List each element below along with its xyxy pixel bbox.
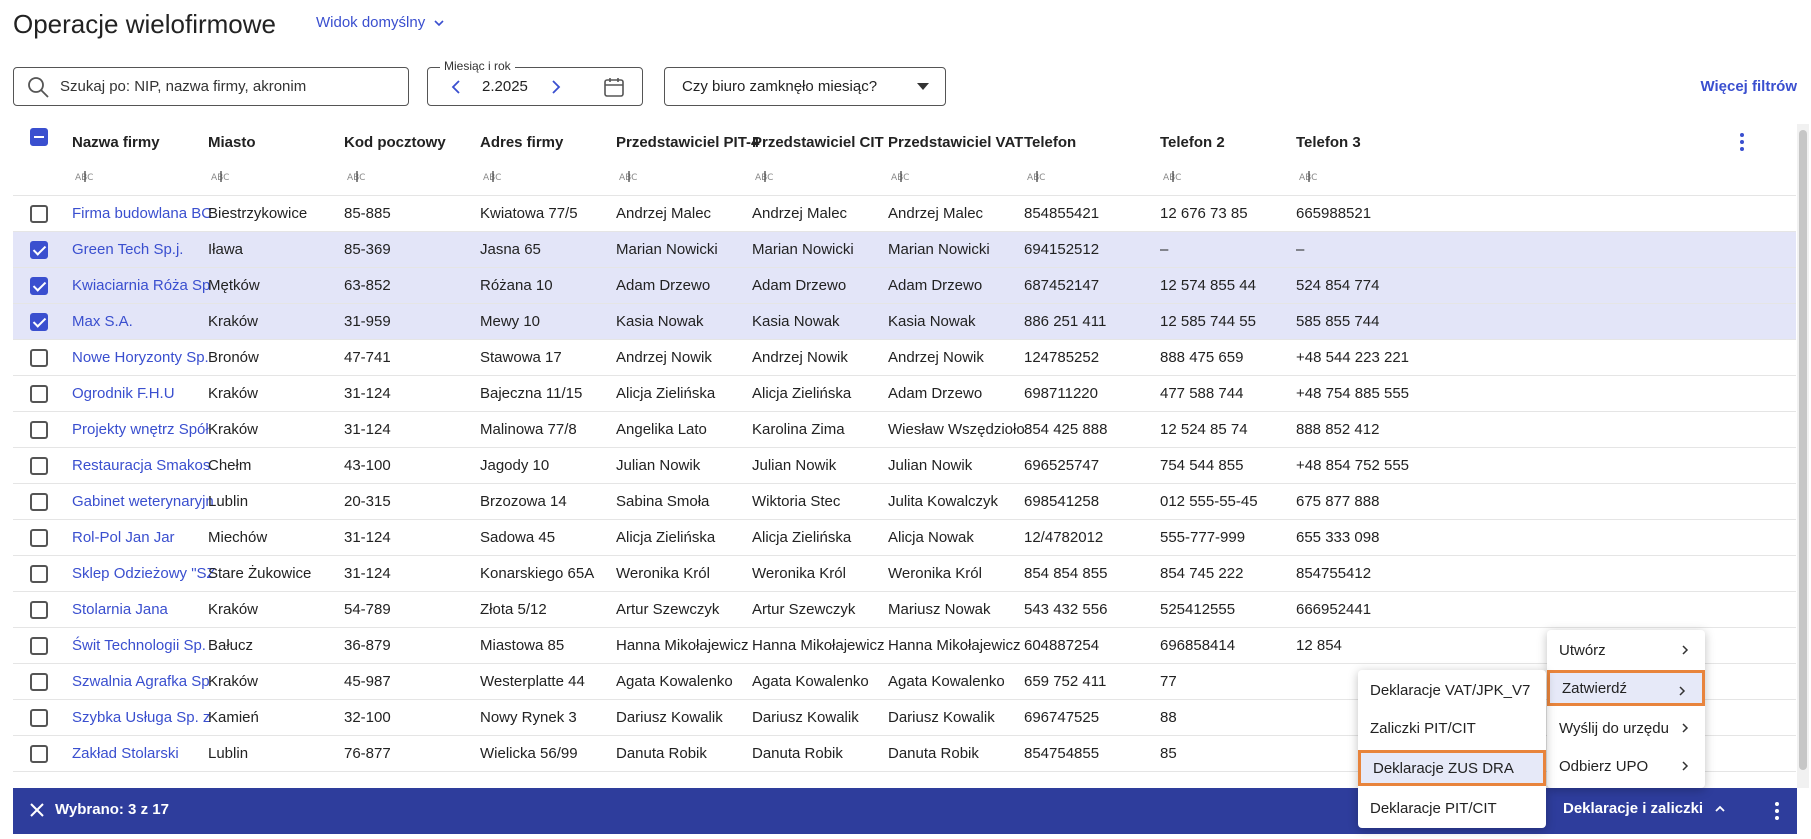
table-row[interactable]: [13, 340, 1796, 376]
table-cell: Lublin: [208, 493, 249, 510]
menu-item-label: Odbierz UPO: [1559, 757, 1649, 775]
table-cell: Weronika Król: [888, 565, 982, 582]
table-cell: 31-124: [344, 529, 391, 546]
column-header[interactable]: Przedstawiciel PIT-4: [616, 134, 760, 151]
table-cell: 12/4782012: [1024, 529, 1104, 546]
table-header: [13, 122, 1796, 196]
table-cell: Miastowa 85: [480, 637, 565, 654]
view-select[interactable]: [316, 14, 445, 31]
table-cell: 85-885: [344, 205, 391, 222]
table-cell: Brzozowa 14: [480, 493, 567, 510]
table-cell: 63-852: [344, 277, 391, 294]
table-cell: 124785252: [1024, 349, 1100, 366]
company-name-link[interactable]: Firma budowlana BC: [72, 205, 213, 222]
table-cell: –: [1160, 241, 1169, 258]
table-cell: Jasna 65: [480, 241, 541, 258]
table-cell: 12 574 855 44: [1160, 277, 1256, 294]
table-cell: Różana 10: [480, 277, 553, 294]
text-filter-icon[interactable]: [754, 169, 776, 183]
menu-item-send-to-office[interactable]: [1547, 710, 1705, 746]
header: [0, 0, 1811, 50]
table-row[interactable]: [13, 412, 1796, 448]
company-name-link[interactable]: Świt Technologii Sp.: [72, 637, 206, 654]
table-cell: 85: [1160, 745, 1177, 762]
column-header[interactable]: Telefon 3: [1296, 134, 1361, 151]
column-header[interactable]: Miasto: [208, 134, 256, 151]
table-cell: 31-124: [344, 421, 391, 438]
company-name-link[interactable]: Restauracja Smakos: [72, 457, 211, 474]
svg-text:ABC: ABC: [755, 173, 774, 183]
table-cell: 76-877: [344, 745, 391, 762]
svg-text:ABC: ABC: [1163, 173, 1182, 183]
svg-text:ABC: ABC: [1027, 173, 1046, 183]
company-name-link[interactable]: Zakład Stolarski: [72, 745, 179, 762]
declarations-menu-button[interactable]: [1563, 800, 1727, 817]
table-cell: Andrzej Malec: [752, 205, 848, 222]
dropdown-caret-icon: [917, 83, 929, 90]
table-cell: Julian Nowik: [616, 457, 701, 474]
row-checkbox[interactable]: [30, 385, 48, 403]
table-cell: 854855421: [1024, 205, 1100, 222]
approve-submenu: [1358, 670, 1546, 828]
table-row[interactable]: [13, 376, 1796, 412]
row-checkbox[interactable]: [30, 601, 48, 619]
menu-item-label: Utwórz: [1559, 641, 1606, 659]
filters-bar: [0, 58, 1811, 114]
menu-item-receive-upo[interactable]: [1547, 748, 1705, 784]
company-name-link[interactable]: Gabinet weterynaryjn: [72, 493, 214, 510]
table-cell: Wiktoria Stec: [752, 493, 841, 510]
month-value: 2.2025: [482, 78, 528, 95]
table-cell: Stare Żukowice: [208, 565, 312, 582]
table-cell: 675 877 888: [1296, 493, 1380, 510]
month-picker: [427, 59, 643, 106]
chevron-right-icon[interactable]: [546, 77, 566, 97]
chevron-up-icon: [1713, 802, 1727, 816]
table-cell: 659 752 411: [1024, 673, 1107, 690]
row-checkbox[interactable]: [30, 457, 48, 475]
table-cell: Kasia Nowak: [752, 313, 840, 330]
table-cell: Kraków: [208, 673, 259, 690]
table-cell: 85-369: [344, 241, 391, 258]
table-cell: Kraków: [208, 313, 259, 330]
month-closed-select[interactable]: [664, 67, 946, 106]
text-filter-icon[interactable]: [482, 169, 504, 183]
company-name-link[interactable]: Kwiaciarnia Róża Sp: [72, 277, 211, 294]
table-cell: Złota 5/12: [480, 601, 547, 618]
table-cell: 666952441: [1296, 601, 1372, 618]
table-cell: 524 854 774: [1296, 277, 1380, 294]
row-checkbox[interactable]: [30, 673, 48, 691]
table-cell: Marian Nowicki: [616, 241, 718, 258]
table-cell: Agata Kowalenko: [616, 673, 733, 690]
month-picker-label: Miesiąc i rok: [440, 59, 515, 73]
column-header[interactable]: Kod pocztowy: [344, 134, 446, 151]
row-checkbox[interactable]: [30, 745, 48, 763]
table-cell: 555-777-999: [1160, 529, 1246, 546]
table-cell: Alicja Nowak: [888, 529, 974, 546]
table-cell: Dariusz Kowalik: [888, 709, 995, 726]
table-cell: Danuta Robik: [616, 745, 707, 762]
table-cell: 698541258: [1024, 493, 1100, 510]
table-cell: Bałucz: [208, 637, 254, 654]
table-cell: Jagody 10: [480, 457, 550, 474]
search-icon: [26, 75, 50, 99]
table-cell: 854755412: [1296, 565, 1372, 582]
table-cell: Danuta Robik: [888, 745, 979, 762]
row-checkbox[interactable]: [30, 313, 48, 331]
table-row[interactable]: [13, 520, 1796, 556]
table-cell: 45-987: [344, 673, 391, 690]
table-cell: Andrzej Malec: [888, 205, 984, 222]
row-checkbox[interactable]: [30, 421, 48, 439]
table-cell: Kasia Nowak: [616, 313, 704, 330]
table-cell: Biestrzykowice: [208, 205, 308, 222]
company-name-link[interactable]: Green Tech Sp.j.: [72, 241, 184, 258]
table-cell: 543 432 556: [1024, 601, 1108, 618]
table-cell: 888 475 659: [1160, 349, 1244, 366]
calendar-icon[interactable]: [603, 76, 625, 98]
table-cell: Agata Kowalenko: [752, 673, 869, 690]
table-cell: 754 544 855: [1160, 457, 1244, 474]
table-cell: 32-100: [344, 709, 391, 726]
table-cell: 20-315: [344, 493, 391, 510]
table-cell: Marian Nowicki: [888, 241, 990, 258]
row-checkbox[interactable]: [30, 241, 48, 259]
table-cell: 687452147: [1024, 277, 1100, 294]
table-cell: Alicja Zielińska: [616, 529, 716, 546]
search-input[interactable]: [60, 78, 380, 95]
table-cell: Andrzej Nowik: [888, 349, 984, 366]
row-checkbox[interactable]: [30, 205, 48, 223]
actions-menu: [1547, 630, 1705, 788]
submenu-item-vat[interactable]: Deklaracje VAT/JPK_V7: [1370, 681, 1531, 699]
row-checkbox[interactable]: [30, 529, 48, 547]
chevron-down-icon: [433, 17, 445, 29]
chevron-right-icon: [1679, 722, 1691, 734]
table-cell: Konarskiego 65A: [480, 565, 595, 582]
row-checkbox[interactable]: [30, 277, 48, 295]
submenu-item-zus-dra[interactable]: Deklaracje ZUS DRA: [1358, 750, 1546, 786]
table-cell: 43-100: [344, 457, 391, 474]
table-cell: 696747525: [1024, 709, 1100, 726]
table-cell: Miechów: [208, 529, 268, 546]
svg-text:ABC: ABC: [891, 173, 910, 183]
page-title: Operacje wielofirmowe: [13, 9, 276, 39]
kebab-menu-icon[interactable]: [1765, 799, 1789, 823]
table-cell: 31-124: [344, 565, 391, 582]
select-all-checkbox[interactable]: [30, 128, 48, 146]
table-cell: 696525747: [1024, 457, 1100, 474]
submenu-item-pit-cit-advances[interactable]: Zaliczki PIT/CIT: [1370, 719, 1476, 737]
table-cell: 694152512: [1024, 241, 1100, 258]
table-cell: Weronika Król: [616, 565, 710, 582]
table-row[interactable]: [13, 268, 1796, 304]
svg-text:ABC: ABC: [347, 173, 366, 183]
chevron-right-icon: [1679, 760, 1691, 772]
table-cell: 696858414: [1160, 637, 1236, 654]
table-cell: +48 754 885 555: [1296, 385, 1410, 402]
table-cell: Kamień: [208, 709, 259, 726]
table-cell: Wiesław Wszędzioło: [888, 421, 1025, 438]
table-cell: –: [1296, 241, 1305, 258]
table-cell: Julian Nowik: [752, 457, 837, 474]
declarations-menu-label: Deklaracje i zaliczki: [1563, 800, 1704, 817]
column-header[interactable]: Telefon: [1024, 134, 1077, 151]
table-cell: Julian Nowik: [888, 457, 973, 474]
row-checkbox[interactable]: [30, 565, 48, 583]
table-cell: Hanna Mikołajewicz: [888, 637, 1021, 654]
table-cell: 854 745 222: [1160, 565, 1244, 582]
text-filter-icon[interactable]: [346, 169, 368, 183]
table-cell: 854754855: [1024, 745, 1100, 762]
table-cell: Artur Szewczyk: [616, 601, 720, 618]
scrollbar-thumb[interactable]: [1799, 130, 1807, 770]
table-cell: Artur Szewczyk: [752, 601, 856, 618]
text-filter-icon[interactable]: [1298, 169, 1320, 183]
table-cell: Wielicka 56/99: [480, 745, 578, 762]
text-filter-icon[interactable]: [890, 169, 912, 183]
table-cell: 31-959: [344, 313, 391, 330]
table-cell: Weronika Król: [752, 565, 846, 582]
table-cell: Alicja Zielińska: [752, 385, 852, 402]
company-name-link[interactable]: Szwalnia Agrafka Sp: [72, 673, 210, 690]
table-cell: Kasia Nowak: [888, 313, 976, 330]
menu-item-label: Zatwierdź: [1562, 679, 1628, 697]
table-cell: Kraków: [208, 385, 259, 402]
table-cell: Hanna Mikołajewicz: [752, 637, 885, 654]
text-filter-icon[interactable]: [1162, 169, 1184, 183]
table-cell: Stawowa 17: [480, 349, 562, 366]
view-select-label: Widok domyślny: [316, 14, 426, 31]
table-cell: 77: [1160, 673, 1177, 690]
table-cell: Westerplatte 44: [480, 673, 585, 690]
table-cell: Kraków: [208, 601, 259, 618]
text-filter-icon[interactable]: [74, 169, 96, 183]
search-field[interactable]: [13, 67, 409, 106]
table-cell: Dariusz Kowalik: [616, 709, 723, 726]
kebab-menu-icon[interactable]: [1730, 130, 1754, 154]
svg-text:ABC: ABC: [483, 173, 502, 183]
text-filter-icon[interactable]: [1026, 169, 1048, 183]
table-cell: Andrzej Nowik: [752, 349, 848, 366]
table-cell: 585 855 744: [1296, 313, 1380, 330]
table-cell: 886 251 411: [1024, 313, 1107, 330]
column-header[interactable]: Nazwa firmy: [72, 134, 160, 151]
company-name-link[interactable]: Stolarnia Jana: [72, 601, 168, 618]
table-cell: Sabina Smoła: [616, 493, 710, 510]
company-name-link[interactable]: Projekty wnętrz Spół: [72, 421, 209, 438]
table-cell: 888 852 412: [1296, 421, 1380, 438]
table-row[interactable]: [13, 304, 1796, 340]
table-cell: Adam Drzewo: [752, 277, 847, 294]
table-cell: 12 854: [1296, 637, 1342, 654]
chevron-left-icon[interactable]: [446, 77, 466, 97]
row-checkbox[interactable]: [30, 709, 48, 727]
text-filter-icon[interactable]: [210, 169, 232, 183]
table-cell: 88: [1160, 709, 1177, 726]
table-cell: Adam Drzewo: [616, 277, 711, 294]
menu-item-approve[interactable]: [1547, 670, 1705, 706]
company-name-link[interactable]: Ogrodnik F.H.U: [72, 385, 175, 402]
svg-text:ABC: ABC: [211, 173, 230, 183]
table-cell: Mariusz Nowak: [888, 601, 991, 618]
table-row[interactable]: [13, 556, 1796, 592]
table-row[interactable]: [13, 196, 1796, 232]
table-cell: Alicja Zielińska: [752, 529, 852, 546]
column-header[interactable]: Przedstawiciel CIT: [752, 134, 884, 151]
table-cell: Dariusz Kowalik: [752, 709, 859, 726]
company-name-link[interactable]: Rol-Pol Jan Jar: [72, 529, 175, 546]
chevron-right-icon: [1676, 685, 1688, 697]
table-cell: Agata Kowalenko: [888, 673, 1005, 690]
row-checkbox[interactable]: [30, 637, 48, 655]
table-row[interactable]: [13, 232, 1796, 268]
table-cell: 477 588 744: [1160, 385, 1244, 402]
table-cell: Adam Drzewo: [888, 385, 983, 402]
selected-count: Wybrano: 3 z 17: [55, 801, 169, 818]
table-row[interactable]: [13, 628, 1796, 664]
table-cell: Alicja Zielińska: [616, 385, 716, 402]
submenu-item-pit-cit-declarations[interactable]: Deklaracje PIT/CIT: [1370, 799, 1497, 817]
row-checkbox[interactable]: [30, 493, 48, 511]
table-cell: Mętków: [208, 277, 260, 294]
menu-item-create[interactable]: [1547, 632, 1705, 668]
table-cell: Julita Kowalczyk: [888, 493, 999, 510]
vertical-scrollbar[interactable]: [1797, 124, 1809, 788]
table-cell: 854 425 888: [1024, 421, 1108, 438]
table-cell: Hanna Mikołajewicz: [616, 637, 749, 654]
table-cell: 12 524 85 74: [1160, 421, 1248, 438]
column-header[interactable]: Przedstawiciel VAT: [888, 134, 1024, 151]
company-name-link[interactable]: Max S.A.: [72, 313, 133, 330]
table-cell: Bronów: [208, 349, 259, 366]
table-cell: 665988521: [1296, 205, 1372, 222]
table-cell: Kraków: [208, 421, 259, 438]
table-cell: 36-879: [344, 637, 391, 654]
table-cell: 698711220: [1024, 385, 1098, 402]
table-cell: Kwiatowa 77/5: [480, 205, 578, 222]
table-cell: Andrzej Nowik: [616, 349, 712, 366]
column-header[interactable]: Adres firmy: [480, 134, 564, 151]
table-cell: 31-124: [344, 385, 391, 402]
table-cell: Iława: [208, 241, 244, 258]
table-row[interactable]: [13, 448, 1796, 484]
svg-text:ABC: ABC: [619, 173, 638, 183]
table-cell: Sadowa 45: [480, 529, 556, 546]
row-checkbox[interactable]: [30, 349, 48, 367]
table-cell: 604887254: [1024, 637, 1100, 654]
table-cell: Karolina Zima: [752, 421, 845, 438]
column-header[interactable]: Telefon 2: [1160, 134, 1225, 151]
table-cell: 47-741: [344, 349, 391, 366]
table-row[interactable]: [13, 484, 1796, 520]
table-cell: Nowy Rynek 3: [480, 709, 577, 726]
company-name-link[interactable]: Szybka Usługa Sp. z: [72, 709, 211, 726]
table-cell: Mewy 10: [480, 313, 541, 330]
table-cell: 012 555-55-45: [1160, 493, 1258, 510]
table-cell: Andrzej Malec: [616, 205, 712, 222]
more-filters-link[interactable]: Więcej filtrów: [1700, 78, 1797, 95]
table-cell: 525412555: [1160, 601, 1236, 618]
table-cell: Chełm: [208, 457, 252, 474]
table-cell: Angelika Lato: [616, 421, 707, 438]
svg-text:ABC: ABC: [1299, 173, 1318, 183]
text-filter-icon[interactable]: [618, 169, 640, 183]
chevron-right-icon: [1679, 644, 1691, 656]
close-icon[interactable]: [27, 800, 47, 820]
table-cell: Danuta Robik: [752, 745, 843, 762]
table-cell: 12 676 73 85: [1160, 205, 1248, 222]
table-cell: Lublin: [208, 745, 249, 762]
menu-item-label: Wyślij do urzędu: [1559, 719, 1669, 737]
table-cell: 12 585 744 55: [1160, 313, 1256, 330]
table-row[interactable]: [13, 592, 1796, 628]
table-cell: Malinowa 77/8: [480, 421, 577, 438]
table-cell: Adam Drzewo: [888, 277, 983, 294]
company-name-link[interactable]: Nowe Horyzonty Sp.: [72, 349, 209, 366]
table-cell: 54-789: [344, 601, 391, 618]
table-cell: 655 333 098: [1296, 529, 1380, 546]
company-name-link[interactable]: Sklep Odzieżowy "SZ: [72, 565, 216, 582]
table-cell: 854 854 855: [1024, 565, 1108, 582]
table-cell: Marian Nowicki: [752, 241, 854, 258]
table-cell: +48 544 223 221: [1296, 349, 1410, 366]
month-closed-label: Czy biuro zamknęło miesiąc?: [682, 78, 878, 95]
svg-text:ABC: ABC: [75, 173, 94, 183]
table-cell: Bajeczna 11/15: [480, 385, 583, 402]
table-cell: +48 854 752 555: [1296, 457, 1410, 474]
